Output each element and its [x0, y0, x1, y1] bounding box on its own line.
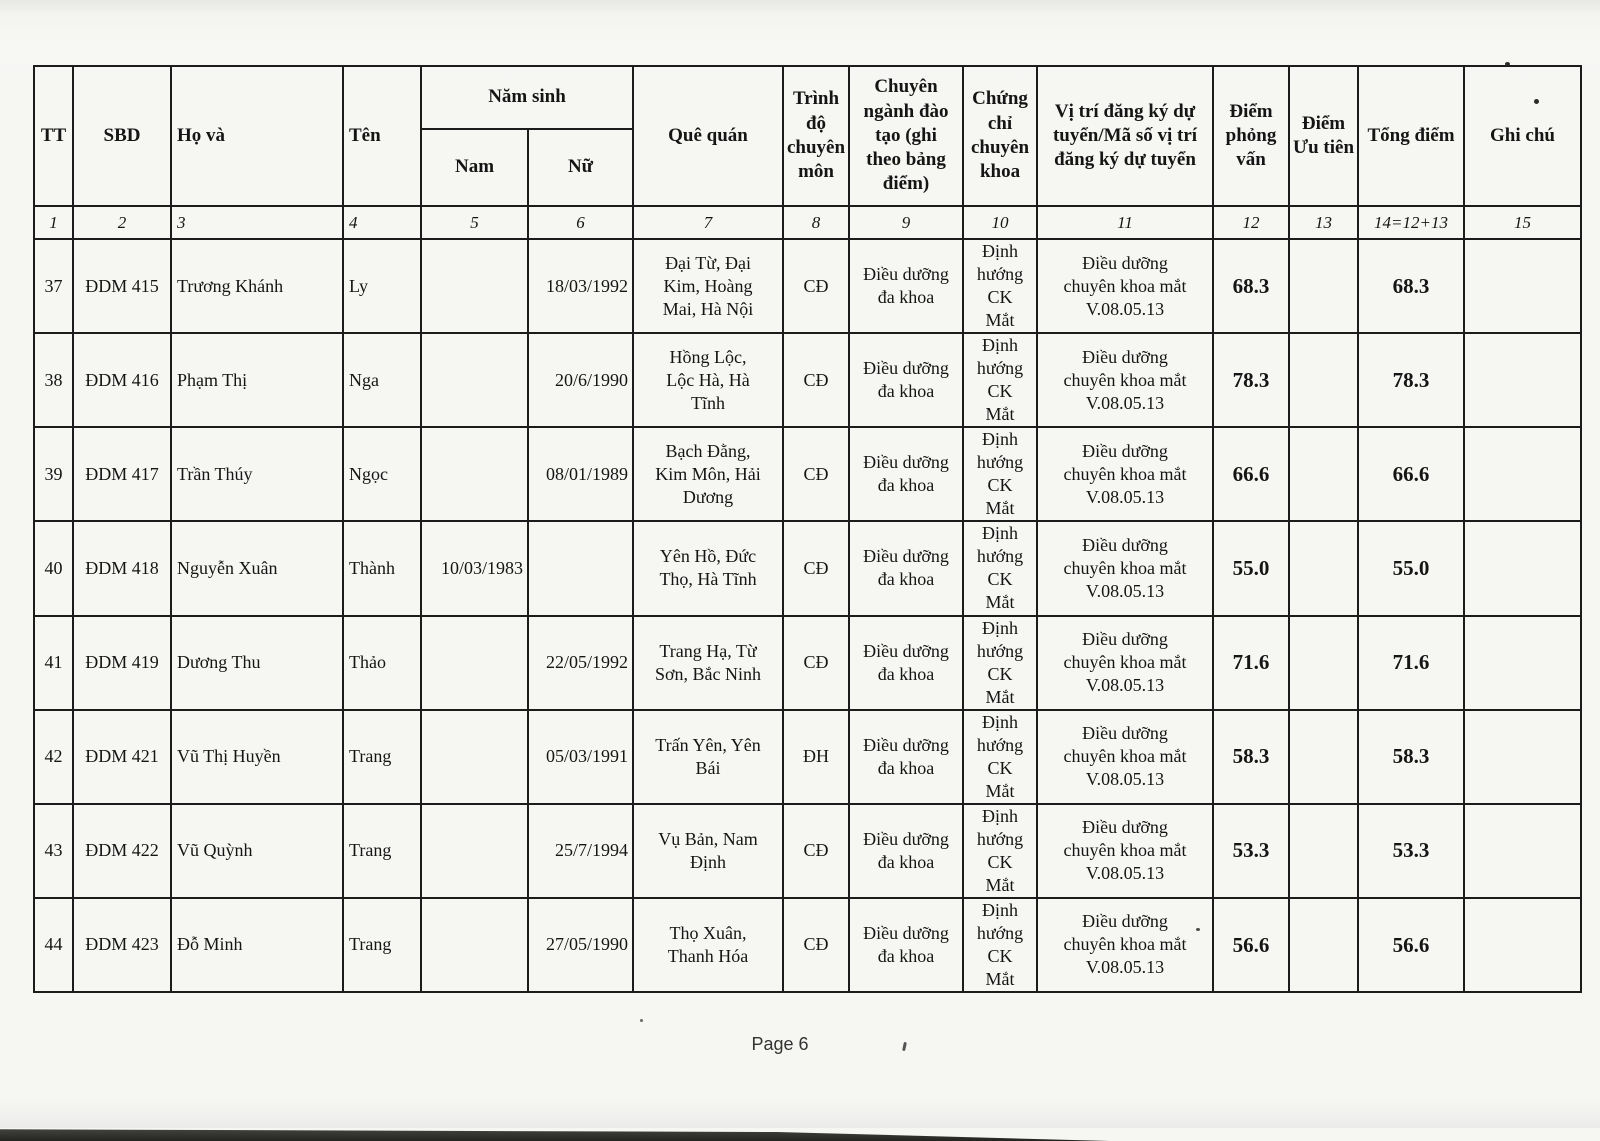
cell-nam-birthdate [421, 616, 528, 710]
cell-chuyen-nganh: Điều dưỡng đa khoa [849, 710, 963, 804]
column-number: 2 [73, 206, 171, 239]
table-row [34, 898, 1581, 992]
cell-sbd: ĐDM 417 [73, 427, 171, 521]
cell-sbd: ĐDM 415 [73, 239, 171, 333]
cell-tt: 38 [34, 333, 73, 427]
cell-tong-diem: 71.6 [1358, 616, 1464, 710]
cell-diem-uu-tien [1289, 239, 1358, 333]
cell-ghi-chu [1464, 427, 1581, 521]
header-tong-diem: Tổng điểm [1358, 66, 1464, 206]
cell-vi-tri: Điều dưỡng chuyên khoa mắt V.08.05.13 [1037, 521, 1213, 615]
cell-nu-birthdate: 20/6/1990 [528, 333, 633, 427]
scan-speck [1196, 928, 1200, 931]
cell-tong-diem: 55.0 [1358, 521, 1464, 615]
cell-nam-birthdate: 10/03/1983 [421, 521, 528, 615]
column-number: 3 [171, 206, 343, 239]
column-number: 4 [343, 206, 421, 239]
cell-ghi-chu [1464, 239, 1581, 333]
header-trinh-do [783, 66, 849, 206]
cell-ghi-chu [1464, 616, 1581, 710]
cell-diem-uu-tien [1289, 898, 1358, 992]
cell-diem-uu-tien [1289, 427, 1358, 521]
header-diem-uu-tien-label: Điểm Ưu tiên [1292, 112, 1355, 158]
header-chung-chi-label: Chứng chỉ chuyên khoa [970, 88, 1030, 183]
cell-sbd: ĐDM 423 [73, 898, 171, 992]
table-row [34, 521, 1581, 615]
column-number: 13 [1289, 206, 1358, 239]
cell-chuyen-nganh: Điều dưỡng đa khoa [849, 616, 963, 710]
cell-nu-birthdate: 27/05/1990 [528, 898, 633, 992]
cell-ten: Ly [343, 239, 421, 333]
header-ghi-chu: Ghi chú [1464, 66, 1581, 206]
cell-vi-tri: Điều dưỡng chuyên khoa mắt V.08.05.13 [1037, 239, 1213, 333]
cell-ghi-chu [1464, 333, 1581, 427]
cell-chuyen-nganh: Điều dưỡng đa khoa [849, 427, 963, 521]
header-vi-tri-label: Vị trí đăng ký dự tuyển/Mã số vị trí đăng ký dự tuyển [1052, 100, 1198, 171]
cell-chung-chi: Định hướng CK Mắt [963, 616, 1037, 710]
cell-chuyen-nganh: Điều dưỡng đa khoa [849, 804, 963, 898]
cell-ten: Thảo [343, 616, 421, 710]
cell-ho-va: Trần Thúy [171, 427, 343, 521]
cell-que-quan: Yên Hồ, Đức Thọ, Hà Tĩnh [633, 521, 783, 615]
cell-que-quan: Thọ Xuân, Thanh Hóa [633, 898, 783, 992]
cell-nu-birthdate: 25/7/1994 [528, 804, 633, 898]
cell-tong-diem: 66.6 [1358, 427, 1464, 521]
cell-chuyen-nganh: Điều dưỡng đa khoa [849, 333, 963, 427]
column-number: 5 [421, 206, 528, 239]
cell-ten: Trang [343, 804, 421, 898]
cell-diem-uu-tien [1289, 521, 1358, 615]
column-number: 11 [1037, 206, 1213, 239]
header-chung-chi [963, 66, 1037, 206]
header-chuyen-nganh-label: Chuyên ngành đào tạo (ghi theo bảng điểm) [863, 76, 949, 195]
cell-nam-birthdate [421, 804, 528, 898]
header-ho-va: Họ và [171, 66, 343, 206]
cell-chung-chi: Định hướng CK Mắt [963, 521, 1037, 615]
scan-speck [902, 1042, 907, 1051]
cell-trinh-do: CĐ [783, 616, 849, 710]
cell-diem-phong-van: 55.0 [1213, 521, 1289, 615]
cell-ho-va: Nguyễn Xuân [171, 521, 343, 615]
cell-chuyen-nganh: Điều dưỡng đa khoa [849, 521, 963, 615]
table-body [34, 239, 1581, 992]
cell-tt: 37 [34, 239, 73, 333]
cell-ten: Thành [343, 521, 421, 615]
candidates-score-table [33, 65, 1582, 993]
cell-trinh-do: CĐ [783, 898, 849, 992]
cell-ho-va: Vũ Quỳnh [171, 804, 343, 898]
cell-nam-birthdate [421, 333, 528, 427]
header-diem-uu-tien [1289, 66, 1358, 206]
cell-sbd: ĐDM 419 [73, 616, 171, 710]
cell-tong-diem: 56.6 [1358, 898, 1464, 992]
cell-que-quan: Bạch Đằng, Kim Môn, Hải Dương [633, 427, 783, 521]
header-ten: Tên [343, 66, 421, 206]
cell-chung-chi: Định hướng CK Mắt [963, 898, 1037, 992]
cell-vi-tri: Điều dưỡng chuyên khoa mắt V.08.05.13 [1037, 804, 1213, 898]
cell-ten: Nga [343, 333, 421, 427]
cell-nam-birthdate [421, 239, 528, 333]
cell-nu-birthdate: 18/03/1992 [528, 239, 633, 333]
cell-diem-phong-van: 78.3 [1213, 333, 1289, 427]
cell-tong-diem: 68.3 [1358, 239, 1464, 333]
cell-diem-uu-tien [1289, 710, 1358, 804]
header-diem-phong-van-label: Điểm phỏng vấn [1225, 100, 1277, 171]
cell-que-quan: Hồng Lộc, Lộc Hà, Hà Tĩnh [633, 333, 783, 427]
cell-que-quan: Trấn Yên, Yên Bái [633, 710, 783, 804]
cell-ten: Trang [343, 710, 421, 804]
cell-ghi-chu [1464, 710, 1581, 804]
cell-que-quan: Vụ Bản, Nam Định [633, 804, 783, 898]
column-number: 12 [1213, 206, 1289, 239]
cell-chuyen-nganh: Điều dưỡng đa khoa [849, 239, 963, 333]
column-number: 1 [34, 206, 73, 239]
cell-diem-phong-van: 66.6 [1213, 427, 1289, 521]
table-row [34, 616, 1581, 710]
cell-nam-birthdate [421, 898, 528, 992]
cell-diem-uu-tien [1289, 333, 1358, 427]
cell-vi-tri: Điều dưỡng chuyên khoa mắt V.08.05.13 [1037, 898, 1213, 992]
cell-trinh-do: CĐ [783, 521, 849, 615]
cell-tong-diem: 78.3 [1358, 333, 1464, 427]
header-trinh-do-label: Trình độ chuyên môn [786, 88, 846, 183]
cell-vi-tri: Điều dưỡng chuyên khoa mắt V.08.05.13 [1037, 427, 1213, 521]
cell-chuyen-nganh: Điều dưỡng đa khoa [849, 898, 963, 992]
column-number-row [34, 206, 1581, 239]
cell-ho-va: Vũ Thị Huyền [171, 710, 343, 804]
cell-ho-va: Đỗ Minh [171, 898, 343, 992]
cell-ten: Trang [343, 898, 421, 992]
scan-speck [640, 1019, 643, 1022]
header-vi-tri [1037, 66, 1213, 206]
table-row [34, 710, 1581, 804]
cell-ten: Ngọc [343, 427, 421, 521]
cell-tt: 44 [34, 898, 73, 992]
cell-chung-chi: Định hướng CK Mắt [963, 710, 1037, 804]
column-number: 8 [783, 206, 849, 239]
cell-trinh-do: CĐ [783, 427, 849, 521]
header-nam: Nam [421, 129, 528, 206]
cell-vi-tri: Điều dưỡng chuyên khoa mắt V.08.05.13 [1037, 616, 1213, 710]
cell-diem-phong-van: 58.3 [1213, 710, 1289, 804]
cell-diem-uu-tien [1289, 616, 1358, 710]
table-row [34, 333, 1581, 427]
cell-trinh-do: CĐ [783, 804, 849, 898]
header-que-quan: Quê quán [633, 66, 783, 206]
header-chuyen-nganh [849, 66, 963, 206]
column-number: 7 [633, 206, 783, 239]
cell-nu-birthdate: 22/05/1992 [528, 616, 633, 710]
cell-nam-birthdate [421, 710, 528, 804]
cell-tong-diem: 58.3 [1358, 710, 1464, 804]
cell-sbd: ĐDM 421 [73, 710, 171, 804]
cell-diem-phong-van: 53.3 [1213, 804, 1289, 898]
cell-nu-birthdate: 05/03/1991 [528, 710, 633, 804]
header-diem-phong-van [1213, 66, 1289, 206]
cell-que-quan: Trang Hạ, Từ Sơn, Bắc Ninh [633, 616, 783, 710]
cell-trinh-do: CĐ [783, 239, 849, 333]
table-row [34, 427, 1581, 521]
cell-chung-chi: Định hướng CK Mắt [963, 804, 1037, 898]
cell-chung-chi: Định hướng CK Mắt [963, 333, 1037, 427]
cell-nam-birthdate [421, 427, 528, 521]
cell-ghi-chu [1464, 804, 1581, 898]
header-sbd: SBD [73, 66, 171, 206]
column-number: 15 [1464, 206, 1581, 239]
cell-tt: 43 [34, 804, 73, 898]
column-number: 14=12+13 [1358, 206, 1464, 239]
cell-diem-phong-van: 71.6 [1213, 616, 1289, 710]
table-row [34, 804, 1581, 898]
column-number: 6 [528, 206, 633, 239]
scan-speck [1505, 62, 1510, 66]
header-tt: TT [34, 66, 73, 206]
cell-ho-va: Trương Khánh [171, 239, 343, 333]
cell-tt: 41 [34, 616, 73, 710]
scan-edge-bar [0, 1126, 1110, 1141]
cell-diem-phong-van: 56.6 [1213, 898, 1289, 992]
page-footer: Page 6 [751, 1034, 809, 1054]
cell-nu-birthdate [528, 521, 633, 615]
cell-trinh-do: CĐ [783, 333, 849, 427]
cell-diem-uu-tien [1289, 804, 1358, 898]
header-nu: Nữ [528, 129, 633, 206]
cell-ho-va: Dương Thu [171, 616, 343, 710]
scan-speck [1534, 99, 1539, 104]
cell-ghi-chu [1464, 898, 1581, 992]
cell-vi-tri: Điều dưỡng chuyên khoa mắt V.08.05.13 [1037, 710, 1213, 804]
cell-tong-diem: 53.3 [1358, 804, 1464, 898]
cell-trinh-do: ĐH [783, 710, 849, 804]
cell-diem-phong-van: 68.3 [1213, 239, 1289, 333]
header-nam-sinh: Năm sinh [421, 66, 633, 129]
cell-chung-chi: Định hướng CK Mắt [963, 427, 1037, 521]
cell-sbd: ĐDM 416 [73, 333, 171, 427]
column-number: 9 [849, 206, 963, 239]
cell-vi-tri: Điều dưỡng chuyên khoa mắt V.08.05.13 [1037, 333, 1213, 427]
cell-tt: 42 [34, 710, 73, 804]
table-row [34, 239, 1581, 333]
cell-nu-birthdate: 08/01/1989 [528, 427, 633, 521]
scan-shadow [0, 1100, 1600, 1128]
cell-tt: 39 [34, 427, 73, 521]
cell-sbd: ĐDM 422 [73, 804, 171, 898]
cell-ghi-chu [1464, 521, 1581, 615]
cell-tt: 40 [34, 521, 73, 615]
cell-ho-va: Phạm Thị [171, 333, 343, 427]
cell-que-quan: Đại Từ, Đại Kim, Hoàng Mai, Hà Nội [633, 239, 783, 333]
cell-sbd: ĐDM 418 [73, 521, 171, 615]
cell-chung-chi: Định hướng CK Mắt [963, 239, 1037, 333]
column-number: 10 [963, 206, 1037, 239]
